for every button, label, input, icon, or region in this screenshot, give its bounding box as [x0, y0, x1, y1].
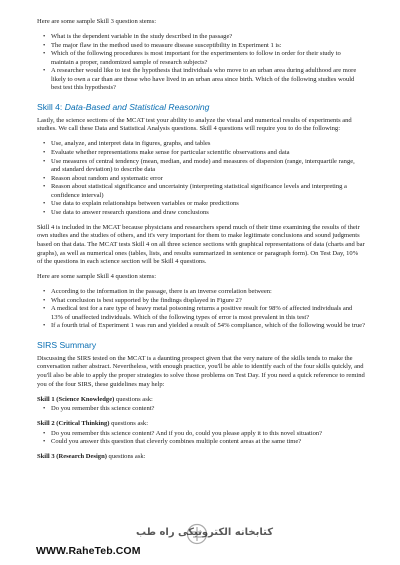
- skill2-suffix: questions ask:: [109, 420, 149, 428]
- list-item: • What is the dependent variable in the study described in the passage?: [51, 33, 365, 42]
- list-item: • Use, analyze, and interpret data in figures, graphs, and tables: [51, 140, 365, 149]
- skill4-heading-prefix: Skill 4:: [37, 101, 65, 112]
- list-item: • If a fourth trial of Experiment 1 was run and yielded a result of 54% compliance, which of the following would be true?: [51, 322, 365, 331]
- watermark-logo-icon: [186, 523, 208, 545]
- sirs-summary-paragraph: Discussing the SIRS tested on the MCAT is a daunting prospect given that the very nature of the skills tends to make the conversation rather abstract. Nevertheless, with enough practice, you'll be able to identify each of the four skills quickly, and you'll also be able to apply the proper strategies to solve those problems on Test Day. If you need a quick reference to remind you of the four SIRS, these guidelines may help:: [37, 354, 365, 388]
- skill3-suffix: questions ask:: [106, 453, 146, 461]
- document-page: [37, 18, 365, 463]
- watermark-url[interactable]: WWW.RaheTeb.COM: [36, 545, 141, 557]
- skill4-intro-paragraph: Lastly, the science sections of the MCAT test your ability to analyze the visual and numerical results of experiments and studies. We call these Data and Statistical Analysis questions. Skill 4 questions will require you to do the following:: [37, 116, 352, 133]
- skill4-heading-title: Data-Based and Statistical Reasoning: [64, 101, 210, 112]
- list-item: • Use measures of central tendency (mean, median, and mode) and measures of dispersion (range, interquartile range, and standard deviation) to describe data: [51, 158, 365, 175]
- skill2-label: Skill 2 (Critical Thinking): [37, 420, 110, 428]
- skill1-label: Skill 1 (Science Knowledge): [37, 395, 115, 403]
- list-item: • A medical test for a rare type of heavy metal poisoning returns a positive result for 98% of affected individuals and 13% of unaffected individuals. Which of the following types of error is most prevalent in this test?: [51, 305, 365, 322]
- skill1-subhead: [37, 396, 365, 405]
- list-item: • Which of the following procedures is most important for the experimenters to follow in order for their study to maintain a proper, randomized sample of research subjects?: [51, 50, 365, 67]
- list-item: • Could you answer this question that cleverly combines multiple content areas at the same time?: [51, 438, 365, 447]
- list-item: • Reason about statistical significance and uncertainty (interpreting statistical significance levels and interpreting a confidence interval): [51, 183, 365, 200]
- list-item: • According to the information in the passage, there is an inverse correlation between:: [51, 288, 365, 297]
- skill2-list: [37, 430, 365, 447]
- skill3-stems-intro: Here are some sample Skill 3 question stems:: [37, 18, 157, 25]
- skill2-subhead: [37, 420, 365, 429]
- skill3-label: Skill 3 (Research Design): [37, 453, 107, 461]
- list-item: • Do you remember this science content? And if you do, could you please apply it to this novel situation?: [51, 430, 365, 439]
- skill1-suffix: questions ask:: [114, 395, 153, 403]
- list-item: • The major flaw in the method used to measure disease susceptibility in Experiment 1 is:: [51, 42, 365, 51]
- skill3-subhead: [37, 453, 365, 462]
- list-item: • Use data to answer research questions and draw conclusions: [51, 209, 365, 218]
- skill4-heading: [37, 102, 365, 112]
- skill4-explanation-paragraph: Skill 4 is included in the MCAT because physicians and researchers spend much of their time examining the results of their own studies and the studies of others, and it's very important for them to make legitimate conclusions and sound judgments based on that data. The MCAT tests Skill 4 on all three science sections with graphical representations of data (charts and bar graphs), as well as numerical ones (tables, lists, and results summarized in sentence or paragraph form). On Test Day, 10% of the questions in each science section will be Skill 4 questions.: [37, 223, 365, 266]
- skill1-list: [37, 405, 365, 414]
- skill4-abilities-list: [37, 140, 365, 217]
- list-item: • Use data to explain relationships between variables or make predictions: [51, 200, 365, 209]
- list-item: • Evaluate whether representations make sense for particular scientific observations and data: [51, 149, 365, 158]
- watermark: [36, 527, 376, 555]
- skill4-stems-intro: Here are some sample Skill 4 question stems:: [37, 273, 157, 281]
- skill4-stems-list: [37, 288, 365, 331]
- list-item: • Reason about random and systematic error: [51, 175, 365, 184]
- skill3-stems-list: [37, 33, 365, 93]
- sirs-summary-heading: SIRS Summary: [37, 339, 97, 350]
- list-item: • What conclusion is best supported by the findings displayed in Figure 2?: [51, 297, 365, 306]
- list-item: • Do you remember this science content?: [51, 405, 365, 414]
- watermark-persian-text: کتابخانه الکترونیکی راه طب: [136, 527, 274, 538]
- list-item: • A researcher would like to test the hypothesis that individuals who move to an urban area during adulthood are more likely to own a car than are those who have lived in an urban area since birth. Which of the following studies would best test this hypothesis?: [51, 67, 365, 93]
